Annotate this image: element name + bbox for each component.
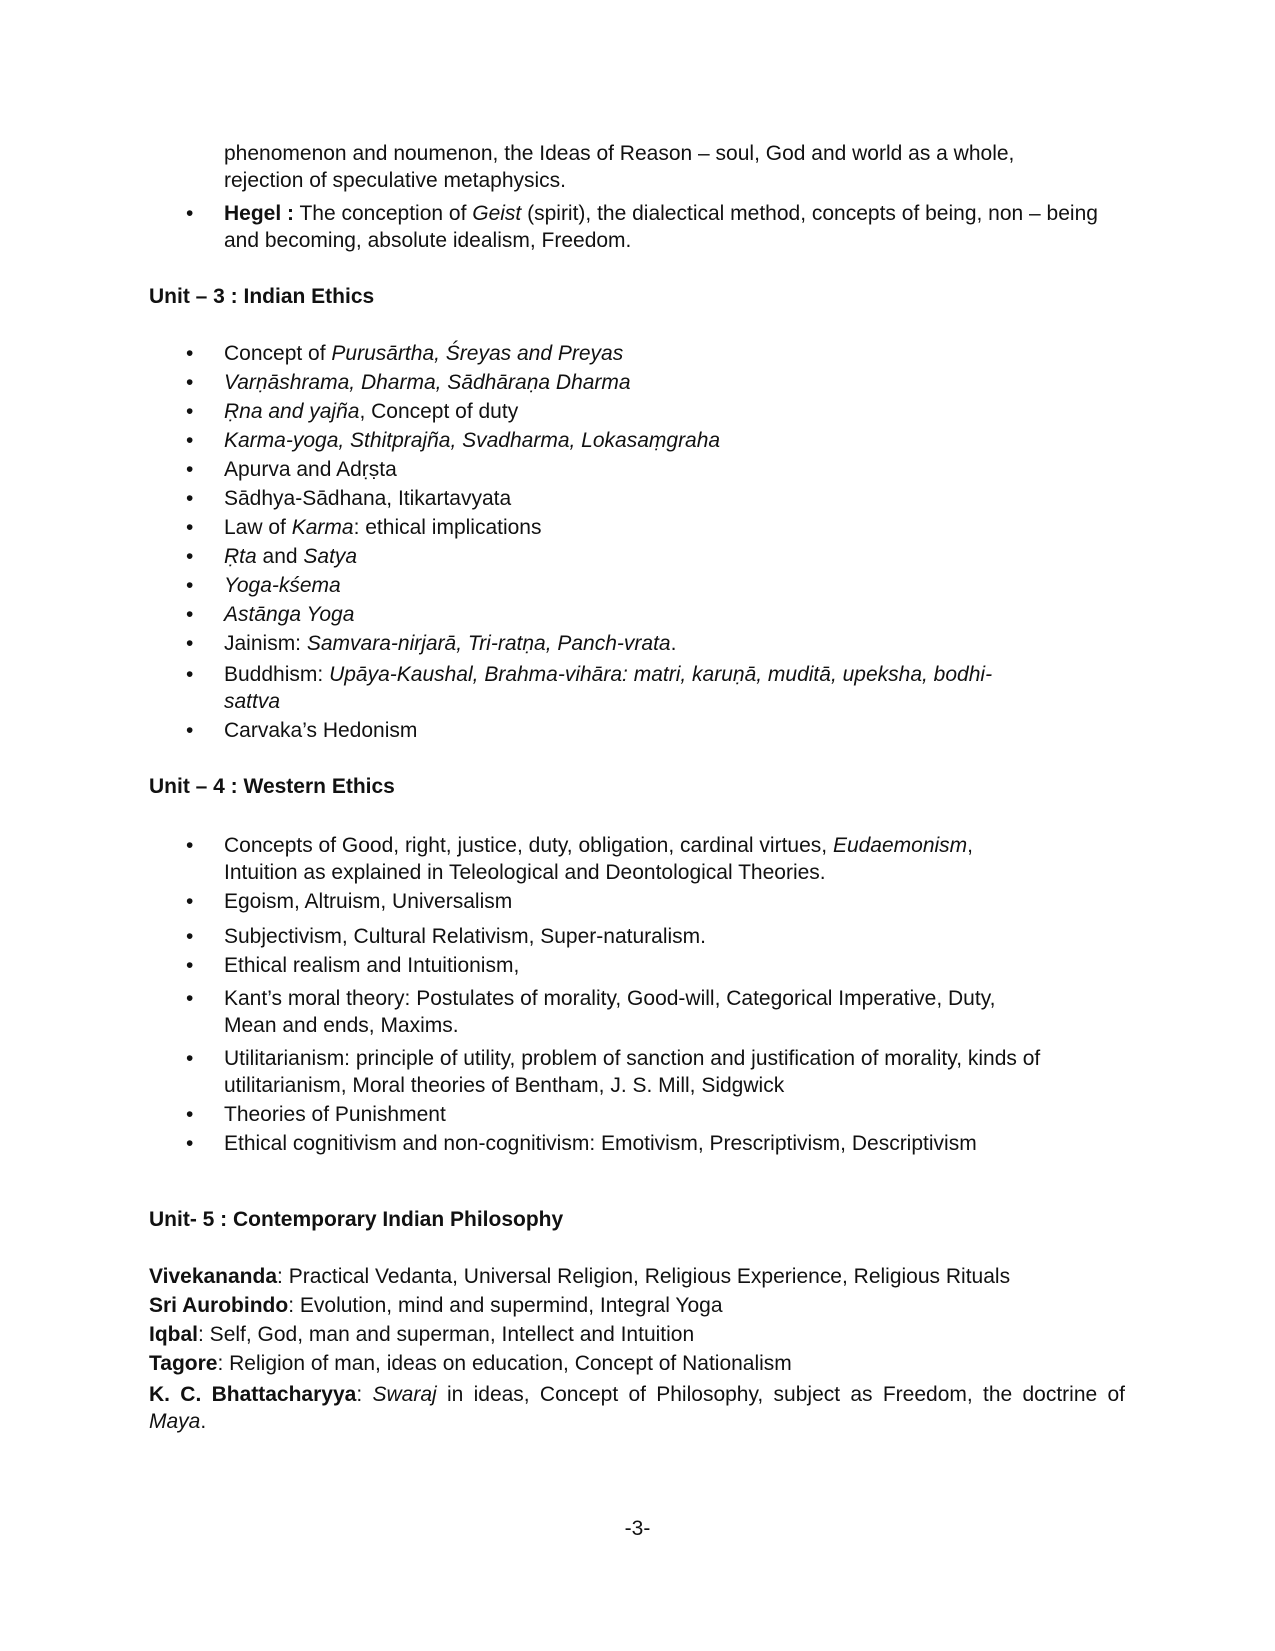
hegel-item: • Hegel : The conception of Geist (spirit), the dialectical method, concepts of being, non – being and becoming, absolute idealism, Freedom. [186,200,1126,254]
list-item: • Ṛna and yajña, Concept of duty [186,398,1126,425]
list-item: • Carvaka’s Hedonism [186,717,1126,744]
philosopher-entry: K. C. Bhattacharyya: Swaraj in ideas, Concept of Philosophy, subject as Freedom, the doctrine of Maya. [149,1383,1126,1433]
philosopher-name: Tagore [149,1352,218,1375]
philosopher-name: Vivekananda [149,1265,278,1288]
unit-3-list [186,340,1126,744]
list-item: • Subjectivism, Cultural Relativism, Super-naturalism. [186,923,1126,950]
continued-paragraph [224,140,1124,194]
list-item: • Ethical cognitivism and non-cognitivism: Emotivism, Prescriptivism, Descriptivism [186,1130,1126,1157]
philosopher-entry: Iqbal: Self, God, man and superman, Intellect and Intuition [149,1323,695,1346]
unit-5-entries [149,1263,1125,1435]
unit-5-heading: Unit- 5 : Contemporary Indian Philosophy [149,1208,564,1231]
philosopher-name: Hegel : [224,202,295,225]
philosopher-entry: Sri Aurobindo: Evolution, mind and supermind, Integral Yoga [149,1294,723,1317]
list-item: • Kant’s moral theory: Postulates of morality, Good-will, Categorical Imperative, Duty, Mean and ends, Maxims. [186,985,1126,1039]
list-item: • Yoga-kśema [186,572,1126,599]
list-item: • Theories of Punishment [186,1101,1126,1128]
list-item: • Concept of Purusārtha, Śreyas and Preyas [186,340,1126,367]
list-item: • Jainism: Samvara-nirjarā, Tri-ratṇa, Panch-vrata. [186,630,1126,657]
continued-line: phenomenon and noumenon, the Ideas of Reason – soul, God and world as a whole, [224,142,1015,165]
philosopher-name: K. C. Bhattacharyya [149,1383,357,1406]
list-item: • Law of Karma: ethical implications [186,514,1126,541]
list-item: • Astānga Yoga [186,601,1126,628]
list-item: • Utilitarianism: principle of utility, problem of sanction and justification of morality, kinds of utilitarianism, Moral theories of Bentham, J. S. Mill, Sidgwick [186,1045,1126,1099]
philosopher-entry: Tagore: Religion of man, ideas on education, Concept of Nationalism [149,1352,792,1375]
list-item: • Sādhya-Sādhana, Itikartavyata [186,485,1126,512]
continued-line: rejection of speculative metaphysics. [224,169,566,192]
list-item: • Ethical realism and Intuitionism, [186,952,1126,979]
list-item: • Karma-yoga, Sthitprajña, Svadharma, Lokasaṃgraha [186,427,1126,454]
page-number: -3- [624,1517,651,1540]
philosopher-name: Sri Aurobindo [149,1294,289,1317]
unit-4-heading: Unit – 4 : Western Ethics [149,775,395,798]
philosopher-name: Iqbal [149,1323,199,1346]
hegel-list [186,200,1126,254]
unit-3-heading: Unit – 3 : Indian Ethics [149,285,375,308]
list-item: • Concepts of Good, right, justice, duty, obligation, cardinal virtues, Eudaemonism, Intuition as explained in Teleological and Deontological Theories. [186,832,1126,886]
list-item: • Apurva and Adṛṣta [186,456,1126,483]
unit-4-list [186,832,1126,1157]
list-item: • Varṇāshrama, Dharma, Sādhāraṇa Dharma [186,369,1126,396]
philosopher-entry: Vivekananda: Practical Vedanta, Universal Religion, Religious Experience, Religious Rituals [149,1265,1011,1288]
list-item: • Buddhism: Upāya-Kaushal, Brahma-vihāra: matri, karuṇā, muditā, upeksha, bodhi-sattva [186,661,1126,715]
list-item: • Ṛta and Satya [186,543,1126,570]
list-item: • Egoism, Altruism, Universalism [186,888,1126,915]
